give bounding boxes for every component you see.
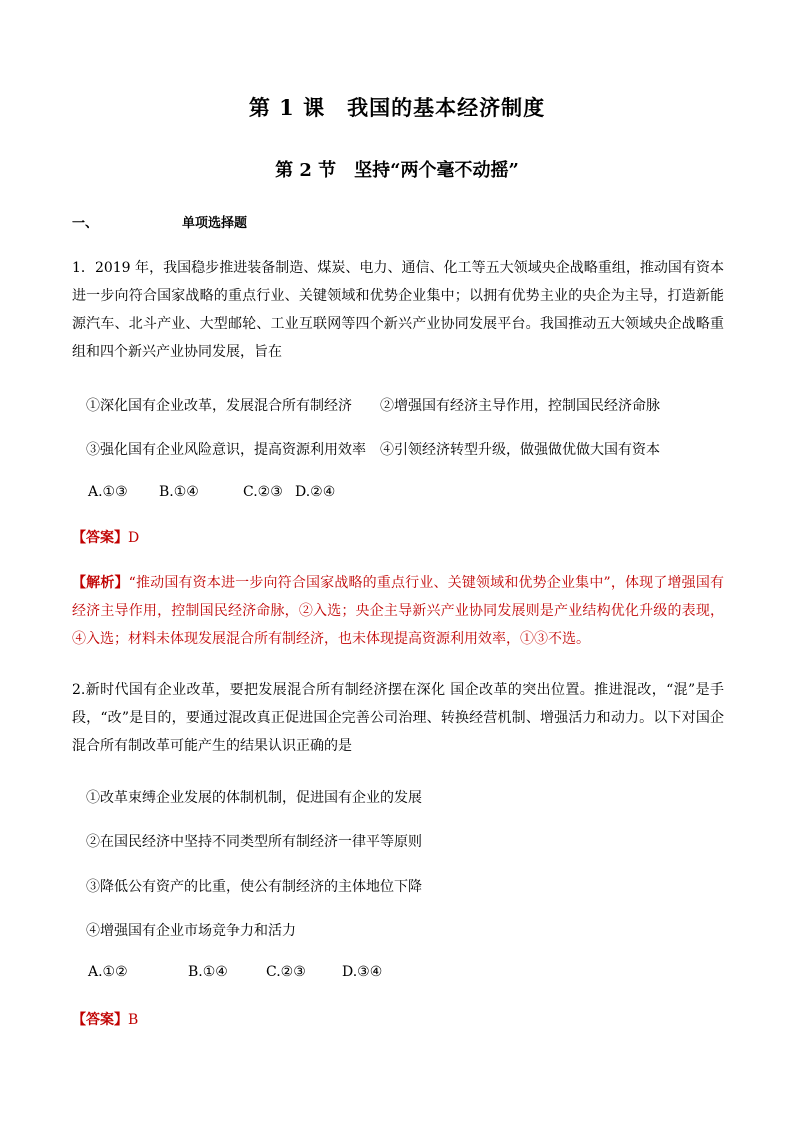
q1-options — [88, 484, 335, 500]
q1-stem: 1．2019 年，我国稳步推进装备制造、煤炭、电力、通信、化工等五大领域央企战略重组，推动国有资本进一步向符合国家战略的重点行业、关键领域和优势企业集中；以拥有优势主业的央企为主导，打造新能源汽车、北斗产业、大型邮轮、工业互联网等四个新兴产业协同发展平台。我国推动五大领域央企战略重组和四个新兴产业协同发展，旨在 — [72, 260, 724, 360]
q1-items-row-2 — [86, 439, 660, 459]
question-type-heading — [72, 212, 247, 231]
q1-analysis-text: “推动国有资本进一步向符合国家战略的重点行业、关键领域和优势企业集中”，体现了增强国有经济主导作用，控制国民经济命脉，②入选；央企主导新兴产业协同发展则是产业结构优化升级的表现，④入选；材料未体现发展混合所有制经济，也未体现提高资源利用效率，①③不选。 — [72, 575, 725, 647]
q1-answer — [72, 527, 139, 547]
section-subtitle: 第 2 节 坚持“两个毫不动摇” — [275, 160, 519, 181]
q1-answer-value: D — [128, 530, 140, 546]
q2-stem: 2.新时代国有企业改革，要把发展混合所有制经济摆在深化 国企改革的突出位置。推进混改，“混”是手段，“改”是目的，要通过混改真正促进国企完善公司治理、转换经营机制、增强活力和动力。以下对国企混合所有制改革可能产生的结果认识正确的是 — [72, 682, 724, 754]
q1-item-1: ①深化国有企业改革，发展混合所有制经济 — [86, 398, 352, 414]
q1-item-3: ③强化国有企业风险意识，提高资源利用效率 — [86, 442, 366, 458]
q2-option-d: D.③④ — [342, 964, 383, 980]
q1-option-d: D.②④ — [295, 484, 336, 500]
q2-answer — [72, 1009, 138, 1029]
q1-analysis — [72, 569, 724, 653]
q2-options — [88, 964, 382, 980]
q2-option-b: B.①④ — [188, 964, 228, 980]
q2-item-2: ②在国民经济中坚持不同类型所有制经济一律平等原则 — [86, 834, 422, 850]
q2-item-4: ④增强国有企业市场竞争力和活力 — [86, 923, 296, 939]
q2-item-3: ③降低公有资产的比重，使公有制经济的主体地位下降 — [86, 879, 422, 895]
q1-answer-tag: 【答案】 — [72, 530, 128, 546]
lesson-title: 第 1 课 我国的基本经济制度 — [248, 95, 546, 120]
q1-option-c: C.②③ — [243, 484, 283, 500]
q2-option-a: A.①② — [88, 964, 128, 980]
q1-item-2: ②增强国有经济主导作用，控制国民经济命脉 — [380, 398, 660, 414]
q1-items-row-1 — [86, 395, 660, 415]
q1-option-b: B.①④ — [159, 484, 199, 500]
q1-option-a: A.①③ — [88, 484, 128, 500]
q1-analysis-tag: 【解析】 — [72, 575, 129, 591]
section-number: 一、 — [72, 216, 99, 231]
section-title: 单项选择题 — [182, 216, 248, 231]
q2-option-c: C.②③ — [266, 964, 306, 980]
q2-answer-tag: 【答案】 — [72, 1012, 128, 1028]
q2-answer-value: B — [128, 1012, 139, 1028]
q2-item-1: ①改革束缚企业发展的体制机制，促进国有企业的发展 — [86, 790, 422, 806]
q1-item-4: ④引领经济转型升级，做强做优做大国有资本 — [380, 442, 660, 458]
